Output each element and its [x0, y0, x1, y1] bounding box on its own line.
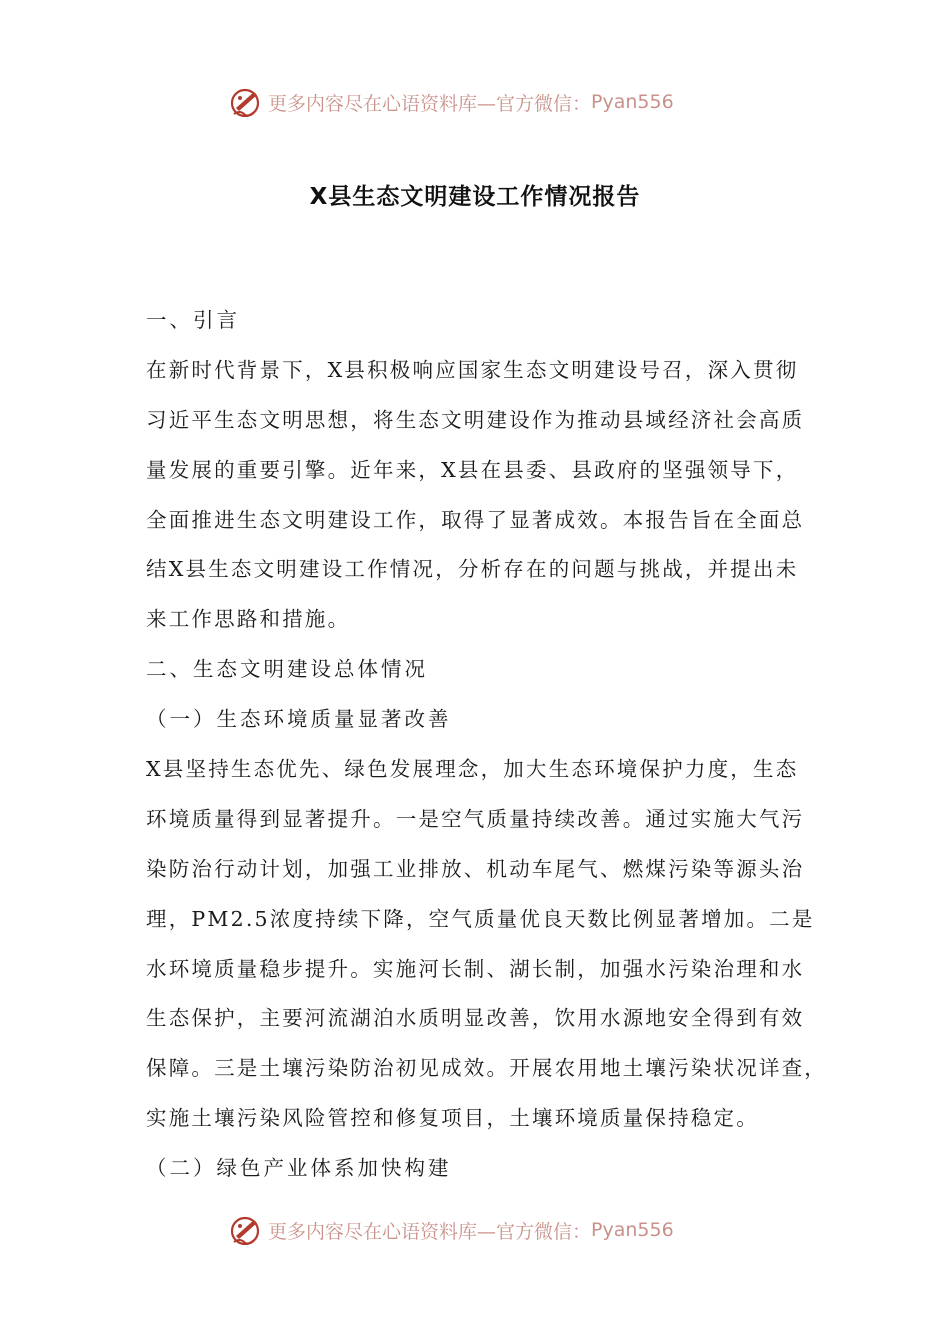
paragraph-line: 结X县生态文明建设工作情况，分析存在的问题与挑战，并提出未: [146, 557, 799, 582]
paragraph-line: 环境质量得到显著提升。一是空气质量持续改善。通过实施大气污: [146, 806, 805, 831]
paragraph-line: 全面推进生态文明建设工作，取得了显著成效。本报告旨在全面总: [146, 507, 805, 532]
paragraph-line: 生态保护，主要河流湖泊水质明显改善，饮用水源地安全得到有效: [146, 1006, 805, 1031]
pen-logo-icon: [228, 1212, 264, 1248]
paragraph-line: 在新时代背景下，X县积极响应国家生态文明建设号召，深入贯彻: [146, 357, 799, 382]
paragraph-line: 水环境质量稳步提升。实施河长制、湖长制，加强水污染治理和水: [146, 956, 805, 981]
banner-text: 更多内容尽在心语资料库—官方微信：: [268, 92, 592, 115]
section-heading: 二、生态文明建设总体情况: [146, 657, 428, 682]
page-title: X县生态文明建设工作情况报告: [309, 184, 641, 210]
banner-text: 更多内容尽在心语资料库—官方微信：: [268, 1220, 592, 1243]
paragraph-line: 实施土壤污染风险管控和修复项目，土壤环境质量保持稳定。: [146, 1106, 759, 1131]
header-banner: [0, 82, 950, 122]
paragraph-line: 量发展的重要引擎。近年来，X县在县委、县政府的坚强领导下，: [146, 457, 799, 482]
paragraph-line: 来工作思路和措施。: [146, 607, 351, 632]
section-heading: 一、引言: [146, 308, 240, 332]
paragraph-line: 保障。三是土壤污染防治初见成效。开展农用地土壤污染状况详查，: [146, 1056, 827, 1081]
wechat-id: Pyan556: [591, 91, 674, 113]
subsection-heading: （一）生态环境质量显著改善: [146, 707, 452, 732]
paragraph-line: 理，PM2.5浓度持续下降，空气质量优良天数比例显著增加。二是: [146, 906, 815, 931]
paragraph-line: X县坚持生态优先、绿色发展理念，加大生态环境保护力度，生态: [146, 757, 799, 782]
wechat-id: Pyan556: [591, 1219, 674, 1241]
subsection-heading: （二）绿色产业体系加快构建: [146, 1156, 452, 1181]
footer-banner: [0, 1210, 950, 1250]
paragraph-line: 习近平生态文明思想，将生态文明建设作为推动县域经济社会高质: [146, 407, 805, 432]
document-body: [146, 296, 827, 1194]
pen-logo-icon: [228, 84, 264, 120]
paragraph-line: 染防治行动计划，加强工业排放、机动车尾气、燃煤污染等源头治: [146, 856, 805, 881]
